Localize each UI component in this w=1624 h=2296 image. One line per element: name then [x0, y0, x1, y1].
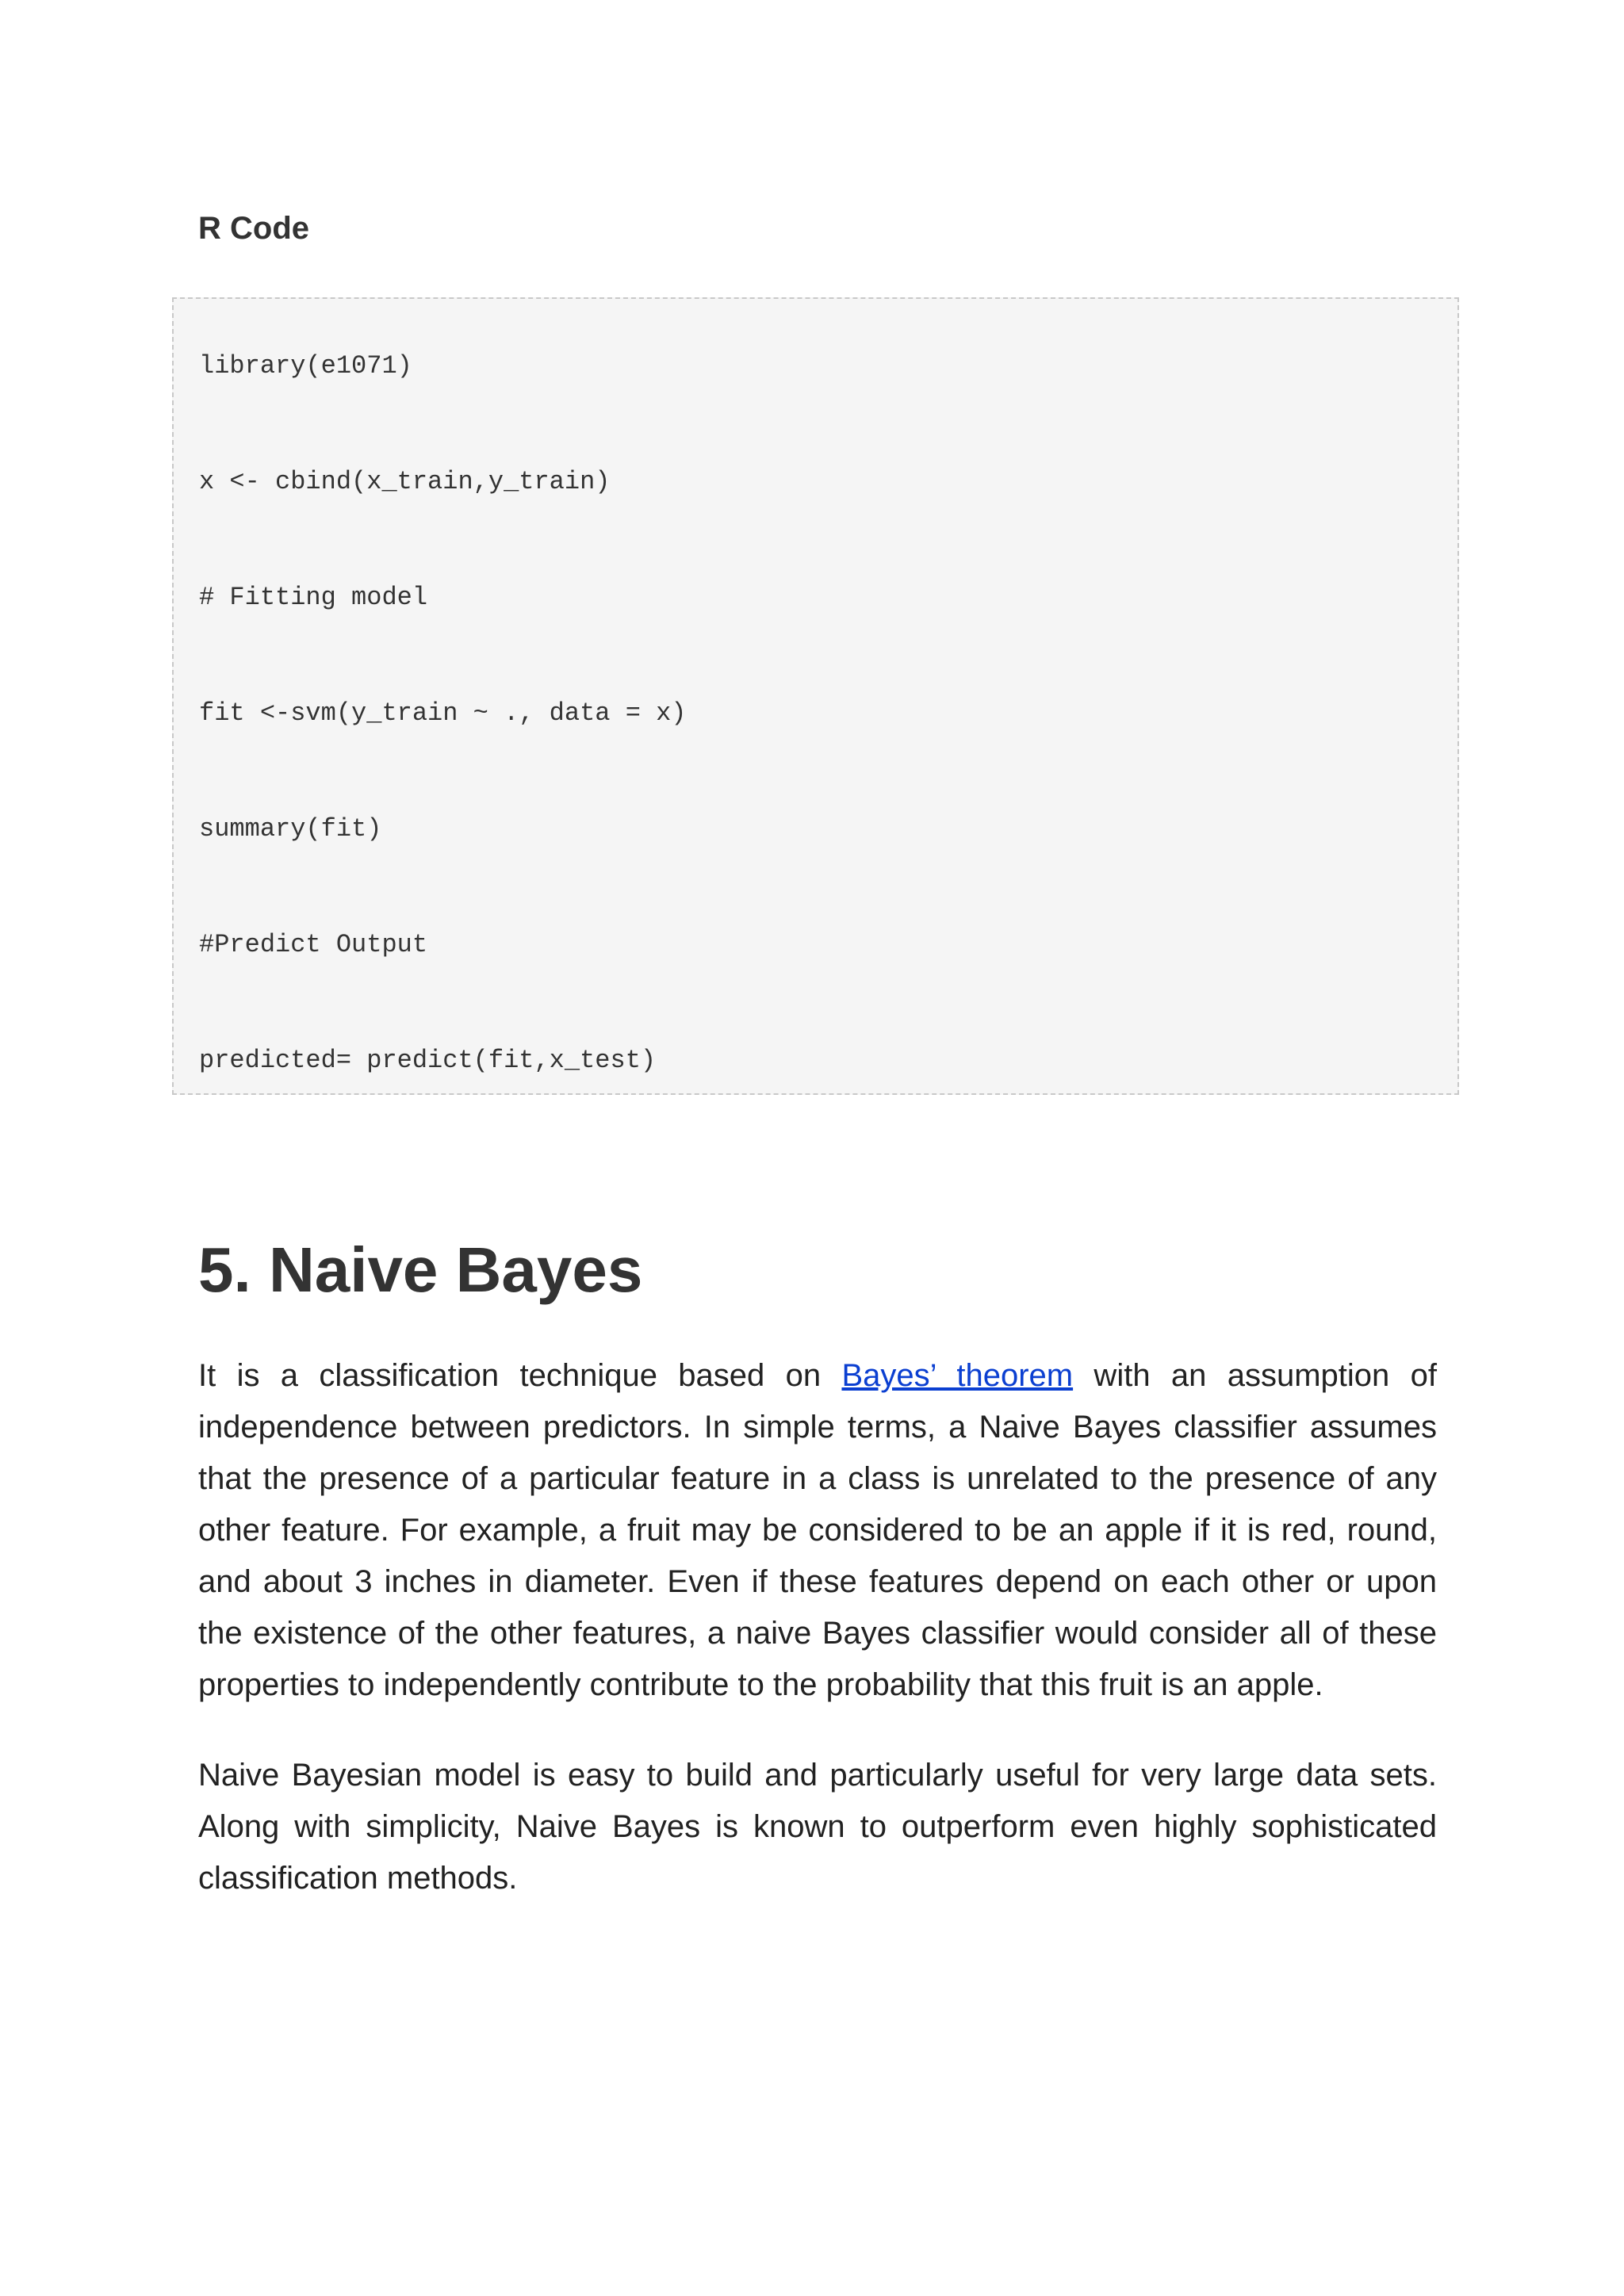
paragraph-intro-text-start: It is a classification technique based on	[198, 1358, 842, 1393]
code-line-comment-fitting: # Fitting model	[199, 583, 428, 612]
code-line-cbind: x <- cbind(x_train,y_train)	[199, 467, 611, 496]
code-line-predict: predicted= predict(fit,x_test)	[199, 1046, 657, 1075]
code-line-svm-fit: fit <-svm(y_train ~ ., data = x)	[199, 698, 687, 728]
code-line-library: library(e1071)	[199, 351, 412, 381]
paragraph-intro	[198, 1350, 1437, 1711]
code-line-summary: summary(fit)	[199, 814, 382, 844]
section-title: 5. Naive Bayes	[198, 1234, 643, 1305]
code-line-comment-predict: #Predict Output	[199, 930, 428, 959]
bayes-theorem-link[interactable]: Bayes’ theorem	[841, 1358, 1074, 1393]
code-section-heading: R Code	[198, 211, 309, 246]
paragraph-intro-text-end: with an assumption of independence between predictors. In simple terms, a Naive Bayes classifier assumes that the presence of a particular feature in a class is unrelated to the presence of any other feature. For example, a fruit may be considered to be an apple if it is red, round, and about 3 inches in diameter. Even if these features depend on each other or upon the existence of the other features, a naive Bayes classifier would consider all of these properties to independently contribute to the probability that this fruit is an apple.	[198, 1358, 1437, 1702]
code-block	[172, 297, 1459, 1095]
paragraph-advantages: Naive Bayesian model is easy to build and particularly useful for very large data sets. Along with simplicity, Naive Bayes is known to outperform even highly sophisticated classification methods.	[198, 1758, 1437, 1896]
